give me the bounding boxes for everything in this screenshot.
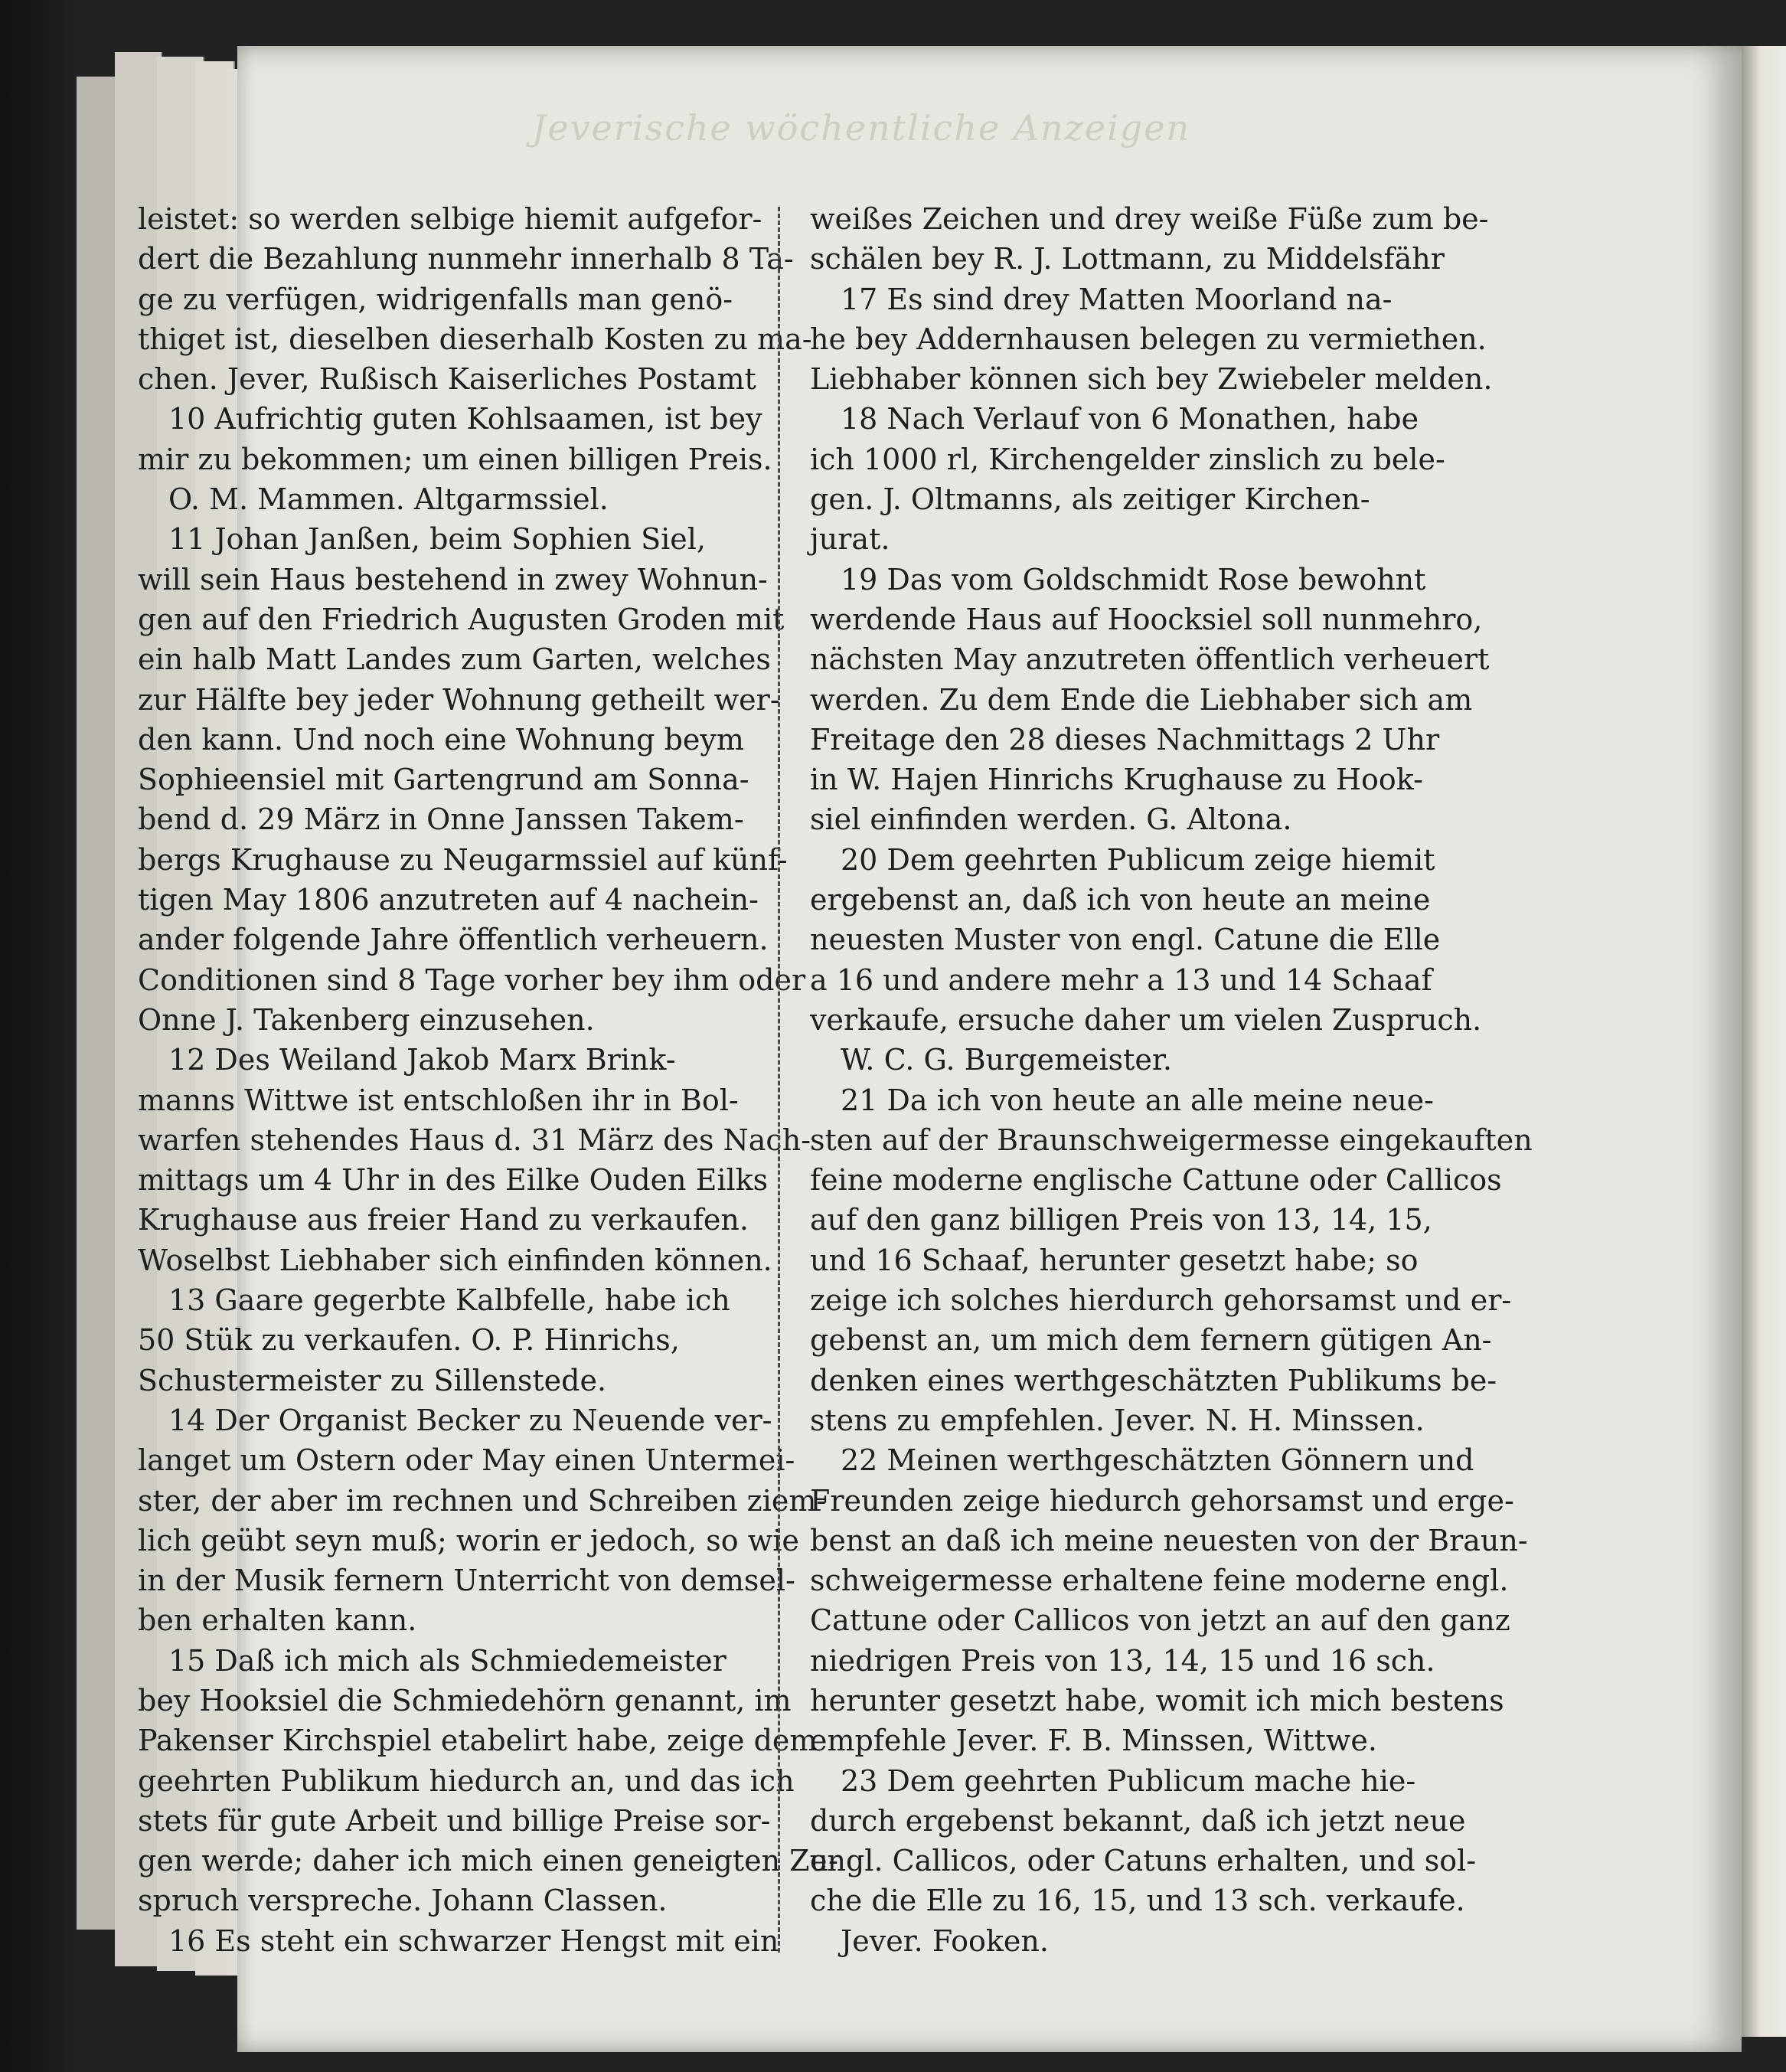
- text-line: den kann. Und noch eine Wohnung beym: [138, 722, 744, 757]
- text-line: Conditionen sind 8 Tage vorher bey ihm oder: [138, 962, 806, 997]
- text-line: dert die Bezahlung nunmehr innerhalb 8 Ta-: [138, 242, 794, 276]
- text-line: benst an daß ich meine neuesten von der Braun-: [810, 1523, 1528, 1557]
- text-line: ander folgende Jahre öffentlich verheuern.: [138, 923, 769, 957]
- bleed-through-running-head: Jeverische wöchentliche Anzeigen: [531, 107, 1191, 149]
- text-line: lich geübt seyn muß; worin er jedoch, so wie: [138, 1523, 799, 1557]
- text-line: gen auf den Friedrich Augusten Groden mit: [138, 602, 785, 636]
- text-line: chen. Jever, Rußisch Kaiserliches Postamt: [138, 362, 756, 397]
- text-line: siel einfinden werden. G. Altona.: [810, 802, 1292, 837]
- text-line: a 16 und andere mehr a 13 und 14 Schaaf: [810, 962, 1432, 997]
- text-line: langet um Ostern oder May einen Untermei-: [138, 1443, 795, 1478]
- text-line: 50 Stük zu verkaufen. O. P. Hinrichs,: [138, 1323, 680, 1358]
- text-line: jurat.: [810, 522, 890, 557]
- text-line: Jever. Fooken.: [841, 1923, 1049, 1958]
- text-line: will sein Haus bestehend in zwey Wohnun-: [138, 562, 768, 596]
- text-line: verkaufe, ersuche daher um vielen Zuspruch.: [810, 1002, 1482, 1037]
- text-line: 17 Es sind drey Matten Moorland na-: [841, 282, 1393, 316]
- right-text-column: [810, 199, 1533, 1961]
- text-line: tigen May 1806 anzutreten auf 4 nachein-: [138, 883, 759, 917]
- text-line: he bey Addernhausen belegen zu vermiethen.: [810, 322, 1487, 356]
- text-line: 10 Aufrichtig guten Kohlsaamen, ist bey: [168, 402, 762, 436]
- text-line: auf den ganz billigen Preis von 13, 14, 15,: [810, 1203, 1432, 1237]
- text-line: Pakenser Kirchspiel etabelirt habe, zeige dem: [138, 1724, 818, 1758]
- text-line: empfehle Jever. F. B. Minssen, Wittwe.: [810, 1724, 1377, 1758]
- text-line: mir zu bekommen; um einen billigen Preis.: [138, 442, 772, 476]
- text-line: bey Hooksiel die Schmiedehörn genannt, im: [138, 1683, 792, 1717]
- text-line: stens zu empfehlen. Jever. N. H. Minssen.: [810, 1403, 1425, 1437]
- text-line: 16 Es steht ein schwarzer Hengst mit ein: [168, 1923, 779, 1958]
- text-line: 15 Daß ich mich als Schmiedemeister: [168, 1643, 726, 1678]
- text-line: geehrten Publikum hiedurch an, und das ich: [138, 1763, 795, 1798]
- text-line: ster, der aber im rechnen und Schreiben ziem-: [138, 1483, 827, 1518]
- text-line: Freitage den 28 dieses Nachmittags 2 Uhr: [810, 722, 1440, 757]
- text-line: ergebenst an, daß ich von heute an meine: [810, 883, 1431, 917]
- text-line: 18 Nach Verlauf von 6 Monathen, habe: [841, 402, 1419, 436]
- text-line: ein halb Matt Landes zum Garten, welches: [138, 642, 771, 677]
- text-line: manns Wittwe ist entschloßen ihr in Bol-: [138, 1083, 739, 1117]
- text-line: zeige ich solches hierdurch gehorsamst und er-: [810, 1283, 1512, 1318]
- text-line: weißes Zeichen und drey weiße Füße zum be-: [810, 202, 1489, 236]
- text-line: O. M. Mammen. Altgarmssiel.: [168, 482, 609, 517]
- text-line: 14 Der Organist Becker zu Neuende ver-: [168, 1403, 772, 1437]
- text-line: 23 Dem geehrten Publicum mache hie-: [841, 1763, 1416, 1798]
- text-line: in W. Hajen Hinrichs Krughause zu Hook-: [810, 763, 1424, 797]
- text-line: Krughause aus freier Hand zu verkaufen.: [138, 1203, 749, 1237]
- text-line: schälen bey R. J. Lottmann, zu Middelsfähr: [810, 242, 1445, 276]
- text-line: 12 Des Weiland Jakob Marx Brink-: [168, 1043, 676, 1077]
- text-line: spruch verspreche. Johann Classen.: [138, 1884, 668, 1918]
- text-line: 11 Johan Janßen, beim Sophien Siel,: [168, 522, 706, 557]
- text-line: nächsten May anzutreten öffentlich verheuert: [810, 642, 1490, 677]
- text-line: gen. J. Oltmanns, als zeitiger Kirchen-: [810, 482, 1370, 517]
- text-line: durch ergebenst bekannt, daß ich jetzt neue: [810, 1803, 1466, 1838]
- text-line: 13 Gaare gegerbte Kalbfelle, habe ich: [168, 1283, 730, 1318]
- text-line: Cattune oder Callicos von jetzt an auf den ganz: [810, 1603, 1510, 1638]
- text-line: 22 Meinen werthgeschätzten Gönnern und: [841, 1443, 1474, 1478]
- text-line: Onne J. Takenberg einzusehen.: [138, 1002, 595, 1037]
- text-line: in der Musik fernern Unterricht von demsel-: [138, 1564, 795, 1598]
- text-line: thiget ist, dieselben dieserhalb Kosten zu ma-: [138, 322, 812, 356]
- text-line: ich 1000 rl, Kirchengelder zinslich zu bele-: [810, 442, 1445, 476]
- text-line: bergs Krughause zu Neugarmssiel auf künf-: [138, 842, 788, 877]
- text-line: leistet: so werden selbige hiemit aufgefor-: [138, 202, 762, 236]
- text-line: und 16 Schaaf, herunter gesetzt habe; so: [810, 1243, 1419, 1277]
- text-line: denken eines werthgeschätzten Publikums be-: [810, 1363, 1497, 1397]
- text-line: ben erhalten kann.: [138, 1603, 417, 1638]
- column-divider-rule: [778, 207, 780, 1953]
- text-line: che die Elle zu 16, 15, und 13 sch. verkaufe.: [810, 1884, 1465, 1918]
- text-line: warfen stehendes Haus d. 31 März des Nach-: [138, 1123, 811, 1157]
- text-line: 19 Das vom Goldschmidt Rose bewohnt: [841, 562, 1426, 596]
- text-line: bend d. 29 März in Onne Janssen Takem-: [138, 802, 744, 837]
- text-line: zur Hälfte bey jeder Wohnung getheilt wer-: [138, 682, 780, 717]
- text-line: 21 Da ich von heute an alle meine neue-: [841, 1083, 1435, 1117]
- text-line: gebenst an, um mich dem fernern gütigen An-: [810, 1323, 1492, 1358]
- text-line: stets für gute Arbeit und billige Preise sor-: [138, 1803, 771, 1838]
- left-text-column: [138, 199, 838, 1961]
- text-line: schweigermesse erhaltene feine moderne engl.: [810, 1564, 1509, 1598]
- text-line: ge zu verfügen, widrigenfalls man genö-: [138, 282, 733, 316]
- text-line: gen werde; daher ich mich einen geneigten Zu-: [138, 1844, 838, 1878]
- text-line: Freunden zeige hiedurch gehorsamst und erge-: [810, 1483, 1514, 1518]
- text-line: feine moderne englische Cattune oder Callicos: [810, 1163, 1502, 1198]
- text-line: mittags um 4 Uhr in des Eilke Ouden Eilks: [138, 1163, 769, 1198]
- facing-page-edge: [1738, 46, 1786, 2037]
- text-line: W. C. G. Burgemeister.: [841, 1043, 1172, 1077]
- text-line: 20 Dem geehrten Publicum zeige hiemit: [841, 842, 1435, 877]
- text-line: niedrigen Preis von 13, 14, 15 und 16 sch.: [810, 1643, 1435, 1678]
- text-line: Schustermeister zu Sillenstede.: [138, 1363, 607, 1397]
- text-line: herunter gesetzt habe, womit ich mich bestens: [810, 1683, 1504, 1717]
- text-line: sten auf der Braunschweigermesse eingekauften: [810, 1123, 1533, 1157]
- text-line: werden. Zu dem Ende die Liebhaber sich am: [810, 682, 1473, 717]
- text-line: Sophieensiel mit Gartengrund am Sonna-: [138, 763, 749, 797]
- text-line: Woselbst Liebhaber sich einfinden können.: [138, 1243, 772, 1277]
- text-line: engl. Callicos, oder Catuns erhalten, und sol-: [810, 1844, 1477, 1878]
- text-line: neuesten Muster von engl. Catune die Elle: [810, 923, 1441, 957]
- text-line: Liebhaber können sich bey Zwiebeler melden.: [810, 362, 1493, 397]
- text-line: werdende Haus auf Hoocksiel soll nunmehro,: [810, 602, 1483, 636]
